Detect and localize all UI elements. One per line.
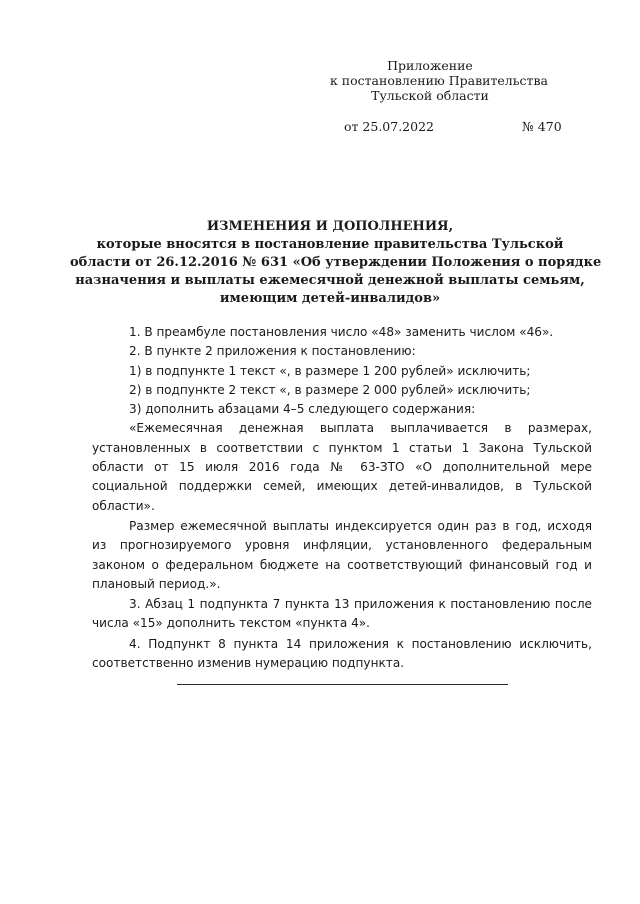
end-divider-line bbox=[177, 684, 508, 685]
paragraph-3: 1) в подпункте 1 текст «, в размере 1 200 рублей» исключить; bbox=[129, 363, 531, 378]
title-line-5: имеющим детей-инвалидов» bbox=[219, 291, 441, 306]
document-title bbox=[70, 218, 602, 308]
appendix-line-3: Тульской области bbox=[371, 88, 489, 103]
paragraph-2: 2. В пункте 2 приложения к постановлению: bbox=[129, 344, 416, 359]
appendix-header bbox=[330, 58, 548, 103]
resolution-date-line bbox=[344, 119, 574, 134]
paragraph-5: 3) дополнить абзацами 4–5 следующего содержания: bbox=[129, 402, 476, 417]
paragraph-4: 2) в подпункте 2 текст «, в размере 2 000 рублей» исключить; bbox=[129, 382, 531, 397]
title-line-1: ИЗМЕНЕНИЯ И ДОПОЛНЕНИЯ, bbox=[206, 219, 454, 234]
resolution-number: № 470 bbox=[522, 119, 562, 134]
document-body bbox=[92, 323, 592, 673]
resolution-date: от 25.07.2022 bbox=[344, 119, 434, 134]
title-line-2: которые вносятся в постановление правительства Тульской bbox=[96, 237, 564, 252]
paragraph-7: Размер ежемесячной выплаты индексируется один раз в год, исходя из прогнозируемого уровня инфляции, установленного федеральным законом о федеральном бюджете на соответствующий финансовый год и плановый период.». bbox=[92, 518, 592, 591]
paragraph-6: «Ежемесячная денежная выплата выплачивается в размерах, установленных в соответствии с пунктом 1 статьи 1 Закона Тульской области от 15 июля 2016 года № 63-ЗТО «О дополнительной мере социальной поддержки семей, имеющих детей-инвалидов, в Тульской области». bbox=[92, 421, 592, 513]
paragraph-1: 1. В преамбуле постановления число «48» заменить числом «46». bbox=[129, 325, 554, 339]
title-line-4: назначения и выплаты ежемесячной денежной выплаты семьям, bbox=[75, 273, 585, 288]
title-line-3: области от 26.12.2016 № 631 «Об утверждении Положения о порядке bbox=[70, 255, 602, 270]
appendix-line-2: к постановлению Правительства bbox=[330, 73, 548, 88]
paragraph-9: 4. Подпункт 8 пункта 14 приложения к постановлению исключить, соответственно изменив нумерацию подпункта. bbox=[92, 636, 592, 671]
paragraph-8: 3. Абзац 1 подпункта 7 пункта 13 приложения к постановлению после числа «15» дополнить текстом «пункта 4». bbox=[92, 597, 592, 631]
appendix-line-1: Приложение bbox=[387, 58, 473, 73]
